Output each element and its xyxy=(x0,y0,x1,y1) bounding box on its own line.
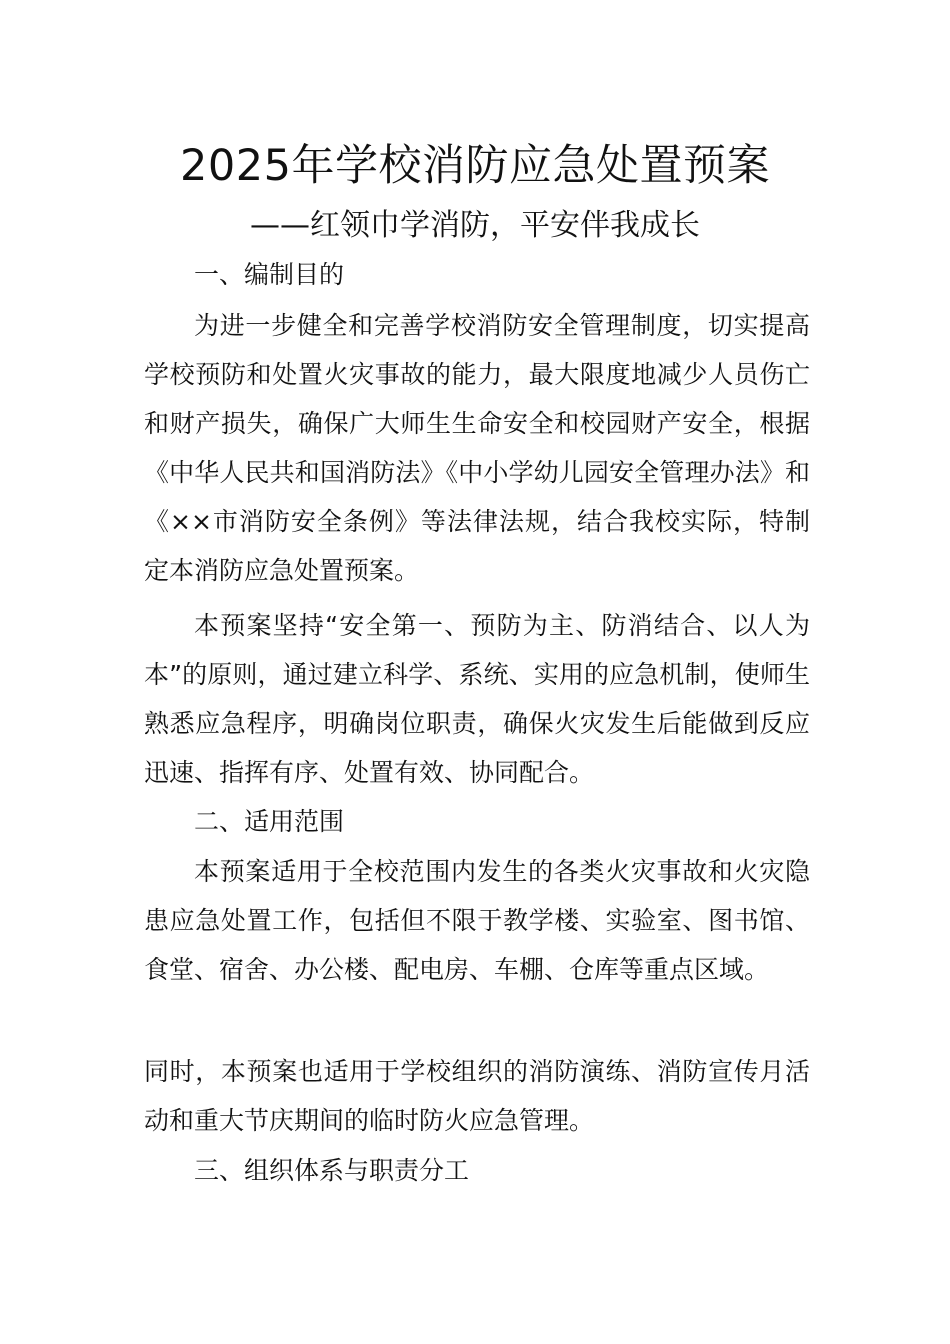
document-title: 2025年学校消防应急处置预案 xyxy=(180,141,770,191)
section-heading-organization: 三、组织体系与职责分工 xyxy=(194,1156,470,1185)
document-subtitle: ——红领巾学消防，平安伴我成长 xyxy=(250,208,700,243)
section-heading-scope: 二、适用范围 xyxy=(194,807,345,836)
paragraph-purpose-1: 为进一步健全和完善学校消防安全管理制度，切实提高学校预防和处置火灾事故的能力，最大限度地减少人员伤亡和财产损失，确保广大师生生命安全和校园财产安全，根据《中华人民共和国消防法》《中小学幼儿园安全管理办法》和《××市消防安全条例》等法律法规，结合我校实际，特制定本消防应急处置预案。 xyxy=(144,311,810,585)
paragraph-scope-1: 本预案适用于全校范围内发生的各类火灾事故和火灾隐患应急处置工作，包括但不限于教学楼、实验室、图书馆、食堂、宿舍、办公楼、配电房、车棚、仓库等重点区域。 xyxy=(144,857,810,984)
paragraph-purpose-2: 本预案坚持“安全第一、预防为主、防消结合、以人为本”的原则，通过建立科学、系统、实用的应急机制，使师生熟悉应急程序，明确岗位职责，确保火灾发生后能做到反应迅速、指挥有序、处置有效、协同配合。 xyxy=(144,611,810,787)
paragraph-scope-2: 同时，本预案也适用于学校组织的消防演练、消防宣传月活动和重大节庆期间的临时防火应急管理。 xyxy=(144,1057,810,1135)
section-heading-purpose: 一、编制目的 xyxy=(194,260,345,289)
